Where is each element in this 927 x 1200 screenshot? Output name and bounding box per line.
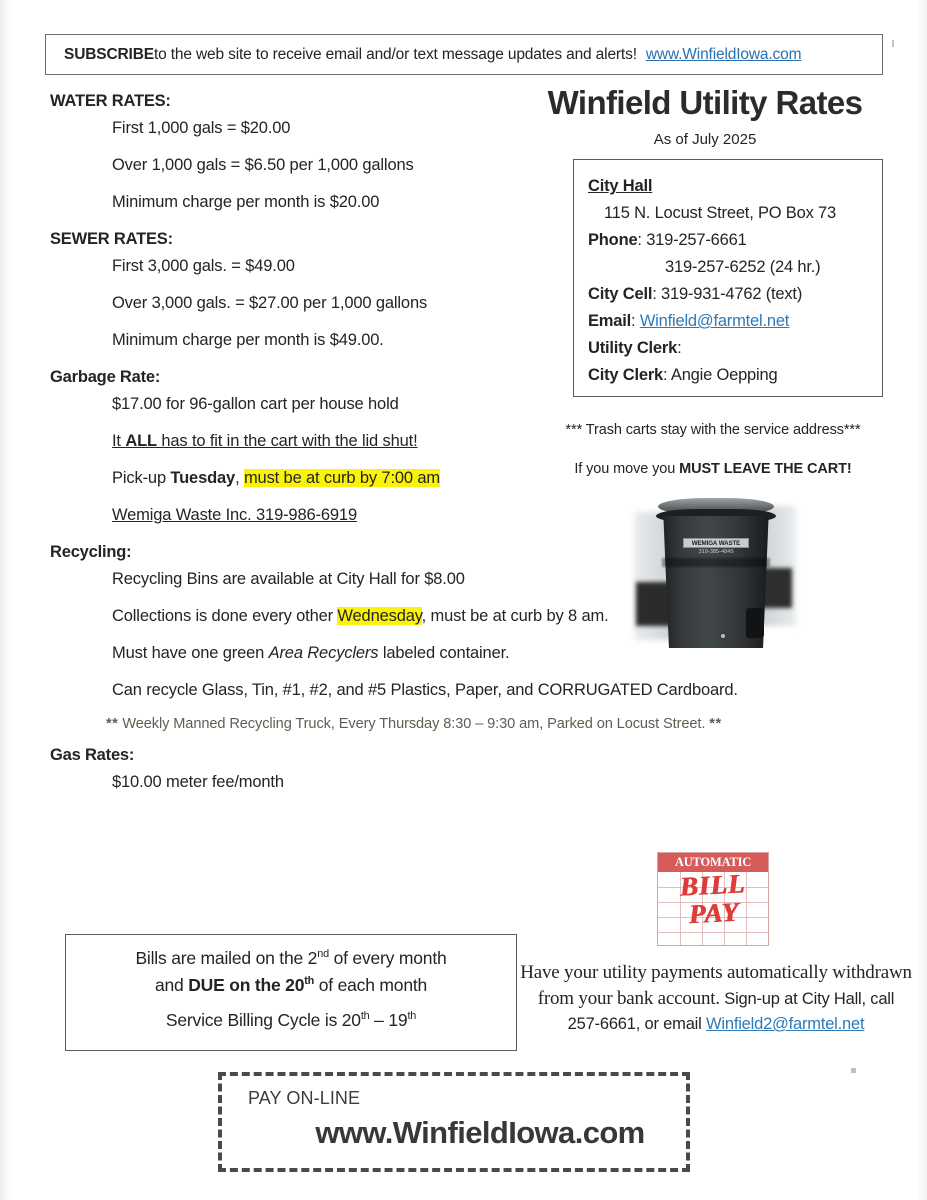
city-hall-email-link[interactable]: Winfield@farmtel.net (639, 312, 790, 330)
billing-line-3-sup1: th (360, 1010, 370, 1023)
city-hall-cell-row (588, 281, 882, 308)
cart-company-label: WEMIGA WASTE (683, 538, 749, 548)
trash-notice-prefix: If you move you (574, 461, 680, 477)
phone-value: : 319-257-6661 (637, 231, 747, 249)
recycling-container-brand: Area Recyclers (268, 644, 379, 662)
utility-clerk-label: Utility Clerk (588, 339, 678, 357)
automatic-bill-pay-logo (657, 852, 769, 946)
garbage-line-2-part-a: It (112, 432, 126, 450)
billing-line-2-b: of each month (314, 975, 428, 995)
note-asterisk-right: ** (709, 716, 722, 732)
recycling-line-2-part-b: , must be at curb by 8 am. (421, 607, 609, 625)
city-hall-address: 115 N. Locust Street, PO Box 73 (604, 204, 836, 222)
bill-pay-description (520, 960, 912, 1037)
billing-line-2 (66, 975, 516, 996)
pay-online-box (218, 1072, 690, 1172)
recycling-heading: Recycling: (50, 543, 132, 561)
city-hall-contact-box (573, 159, 883, 397)
recycling-day-highlight: Wednesday (337, 607, 422, 625)
bill-pay-word-pay: PAY (687, 896, 740, 930)
pay-online-label: PAY ON-LINE (248, 1088, 361, 1108)
billing-line-3-sup2: th (407, 1010, 417, 1023)
garbage-rate-heading: Garbage Rate: (50, 368, 161, 386)
subscribe-text: to the web site to receive email and/or text message updates and alerts! (153, 45, 637, 63)
city-clerk-value: : Angie Oepping (663, 366, 778, 384)
pay-online-url[interactable]: www.WinfieldIowa.com (315, 1115, 645, 1150)
garbage-pickup-comma: , (235, 469, 244, 487)
sewer-rate-line-2: Over 3,000 gals. = $27.00 per 1,000 gallons (112, 294, 428, 312)
page-title: Winfield Utility Rates (547, 84, 863, 121)
utility-clerk-value: : (677, 339, 682, 357)
city-hall-utility-clerk-row (588, 335, 882, 362)
billing-line-2-sup: th (304, 975, 315, 988)
phone-label: Phone (588, 231, 638, 249)
garbage-line-2 (50, 432, 520, 451)
billing-line-1-a: Bills are mailed on the 2 (135, 948, 318, 968)
scan-speck (892, 40, 894, 47)
scan-edge-right (917, 0, 927, 1200)
billing-line-2-bold: DUE on the 20 (188, 975, 305, 995)
trash-notice-emphasis: MUST LEAVE THE CART! (679, 461, 852, 477)
billing-line-3-b: – 19 (369, 1010, 408, 1030)
bill-pay-word-bill: BILL (678, 868, 746, 902)
garbage-line-2-all: ALL (125, 432, 157, 450)
recycling-line-3-part-b: labeled container. (378, 644, 510, 662)
billing-line-1-b: of every month (328, 948, 447, 968)
garbage-curb-time-highlight: must be at curb by 7:00 am (243, 469, 440, 487)
city-hall-email-row (588, 308, 882, 335)
recycling-line-1: Recycling Bins are available at City Hall for $8.00 (112, 570, 465, 588)
city-clerk-label: City Clerk (588, 366, 664, 384)
city-hall-phone-row (588, 227, 882, 254)
bill-pay-email-link[interactable]: Winfield2@farmtel.net (706, 1015, 865, 1033)
recycling-line-2-part-a: Collections is done every other (112, 607, 338, 625)
garbage-pickup-prefix: Pick-up (112, 469, 171, 487)
garbage-line-1: $17.00 for 96-gallon cart per house hold (112, 395, 399, 413)
cart-band (662, 558, 770, 567)
sewer-rate-line-1: First 3,000 gals. = $49.00 (112, 257, 295, 275)
water-rate-line-1: First 1,000 gals = $20.00 (112, 119, 291, 137)
city-cell-value: : 319-931-4762 (text) (652, 285, 803, 303)
trash-cart-notice-line-2 (515, 461, 911, 477)
note-asterisk-left: ** (106, 716, 119, 732)
sewer-rates-heading: SEWER RATES: (50, 230, 173, 248)
email-separator: : (631, 312, 640, 330)
bill-pay-description-serif: Have your utility payments automatically withdrawn from your bank account. (520, 962, 912, 1009)
scan-speck (851, 1068, 856, 1073)
billing-line-3-a: Service Billing Cycle is 20 (165, 1010, 361, 1030)
subscribe-website-link[interactable]: www.WinfieldIowa.com (645, 45, 802, 63)
garbage-line-3 (50, 469, 520, 488)
billing-line-2-a: and (154, 975, 189, 995)
page-subtitle: As of July 2025 (653, 131, 757, 148)
gas-rates-heading: Gas Rates: (50, 746, 135, 764)
scan-edge-left (0, 0, 14, 1200)
sewer-rate-line-3: Minimum charge per month is $49.00. (112, 331, 384, 349)
subscribe-lead: SUBSCRIBE (64, 45, 154, 63)
gas-rate-line-1: $10.00 meter fee/month (112, 773, 284, 791)
billing-line-1-sup: nd (317, 948, 329, 961)
billing-cycle-box (65, 934, 517, 1051)
cart-dot (721, 634, 725, 638)
city-cell-label: City Cell (588, 285, 653, 303)
bill-pay-logo-header: AUTOMATIC (658, 853, 768, 872)
note-text: Weekly Manned Recycling Truck, Every Thursday 8:30 – 9:30 am, Parked on Locust Street. (118, 716, 710, 732)
city-hall-phone-2: 319-257-6252 (24 hr.) (665, 258, 821, 276)
subscribe-banner (45, 34, 883, 75)
bill-pay-script-text (657, 868, 770, 930)
water-rate-line-3: Minimum charge per month is $20.00 (112, 193, 380, 211)
recycling-line-3 (50, 644, 520, 663)
billing-line-1 (66, 948, 516, 969)
recycling-line-2 (50, 607, 609, 626)
cart-phone-number: 319-385-4849 (698, 549, 734, 555)
email-label: Email (588, 312, 632, 330)
billing-line-3 (66, 1010, 516, 1031)
water-rate-line-2: Over 1,000 gals = $6.50 per 1,000 gallons (112, 156, 414, 174)
recycling-line-4: Can recycle Glass, Tin, #1, #2, and #5 Plastics, Paper, and CORRUGATED Cardboard. (112, 681, 738, 699)
trash-cart-photo (628, 496, 808, 661)
bill-pay-description-sans: Sign-up at City Hall, call 257-6661, or email (567, 990, 895, 1033)
cart-wheel (746, 608, 764, 638)
trash-cart-notice-line-1: *** Trash carts stay with the service address*** (565, 422, 861, 438)
recycling-truck-note (50, 716, 722, 732)
city-hall-heading: City Hall (588, 177, 653, 195)
city-hall-city-clerk-row (588, 362, 882, 389)
garbage-hauler-contact: Wemiga Waste Inc. 319-986-6919 (112, 506, 357, 524)
recycling-line-3-part-a: Must have one green (112, 644, 269, 662)
garbage-line-2-part-c: has to fit in the cart with the lid shut! (156, 432, 418, 450)
water-rates-heading: WATER RATES: (50, 92, 171, 110)
garbage-pickup-day: Tuesday (170, 469, 236, 487)
